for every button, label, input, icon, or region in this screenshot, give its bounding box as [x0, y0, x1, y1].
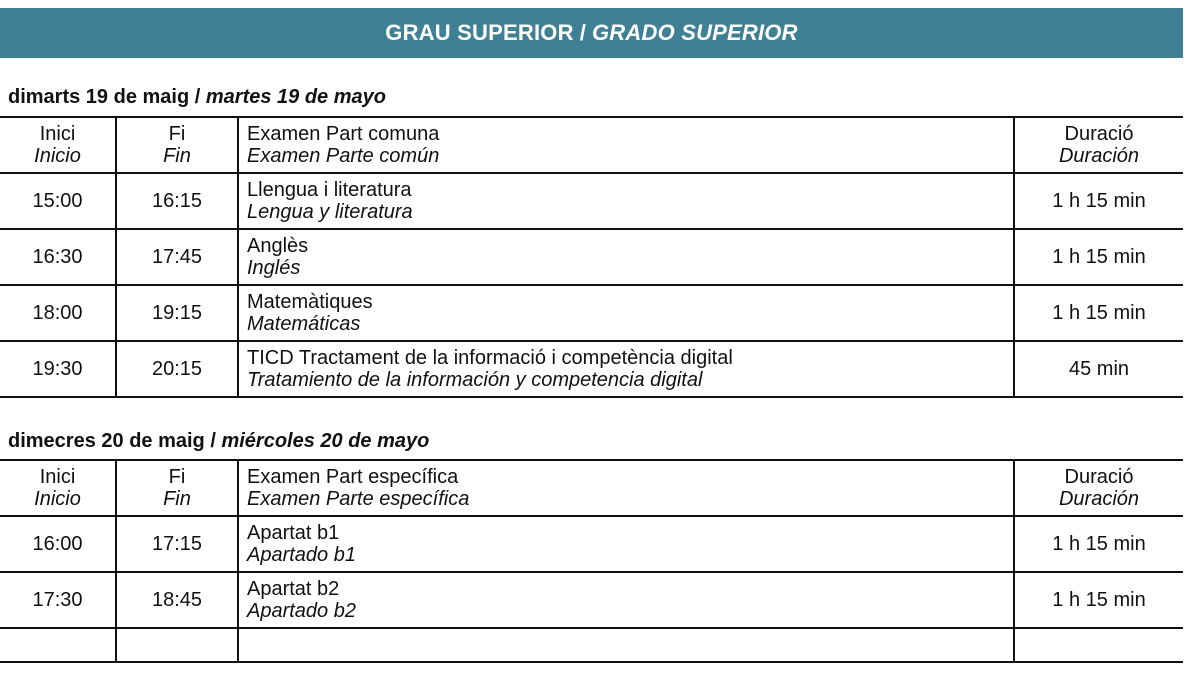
duration: 1 h 15 min	[1014, 572, 1183, 628]
end-time: 19:15	[116, 285, 238, 341]
day2-title	[8, 430, 429, 453]
subject-cell	[238, 341, 1014, 397]
subject-name-es: Apartado b1	[247, 544, 356, 566]
header-exam-label-es: Examen Parte específica	[247, 488, 470, 510]
day1-title-sep: /	[194, 86, 201, 108]
header-end	[116, 117, 238, 173]
header-start	[0, 460, 116, 516]
table-row	[0, 285, 1183, 341]
header-start-label-es: Inicio	[34, 145, 81, 167]
header-duration-label: Duració	[1064, 466, 1134, 488]
empty-cell	[1014, 628, 1183, 662]
table-row	[0, 229, 1183, 285]
duration: 1 h 15 min	[1014, 229, 1183, 285]
subject-name: Llengua i literatura	[247, 179, 412, 201]
subject-name: Apartat b2	[247, 578, 340, 600]
subject-name-es: Inglés	[247, 257, 301, 279]
day2-schedule-table	[0, 459, 1183, 663]
duration: 45 min	[1014, 341, 1183, 397]
header-exam-label-es: Examen Parte común	[247, 145, 440, 167]
header-exam-label: Examen Part comuna	[247, 123, 440, 145]
header-exam-label: Examen Part específica	[247, 466, 459, 488]
end-time: 16:15	[116, 173, 238, 229]
start-time: 16:00	[0, 516, 116, 572]
header-duration-label: Duració	[1064, 123, 1134, 145]
subject-name: Anglès	[247, 235, 309, 257]
day1-schedule-table	[0, 116, 1183, 398]
empty-cell	[0, 628, 116, 662]
table-row	[0, 173, 1183, 229]
header-end-label: Fi	[168, 466, 186, 488]
subject-name-es: Tratamiento de la información y competencia digital	[247, 369, 703, 391]
banner-separator: /	[579, 20, 586, 45]
day1-title	[8, 86, 386, 109]
header-exam	[238, 460, 1014, 516]
header-duration-label-es: Duración	[1058, 145, 1140, 167]
subject-name: Apartat b1	[247, 522, 340, 544]
header-end-label-es: Fin	[163, 488, 191, 510]
header-start	[0, 117, 116, 173]
header-duration	[1014, 460, 1183, 516]
subject-name: TICD Tractament de la informació i competència digital	[247, 347, 733, 369]
start-time: 17:30	[0, 572, 116, 628]
subject-name-es: Lengua y literatura	[247, 201, 413, 223]
table-header-row	[0, 117, 1183, 173]
start-time: 15:00	[0, 173, 116, 229]
subject-name-es: Matemáticas	[247, 313, 361, 335]
day1-title-ca: dimarts 19 de maig	[8, 86, 190, 108]
end-time: 17:45	[116, 229, 238, 285]
header-exam	[238, 117, 1014, 173]
subject-name-es: Apartado b2	[247, 600, 356, 622]
end-time: 18:45	[116, 572, 238, 628]
duration: 1 h 15 min	[1014, 285, 1183, 341]
header-start-label: Inici	[39, 466, 76, 488]
level-banner	[0, 8, 1183, 58]
empty-table-row	[0, 628, 1183, 662]
subject-cell	[238, 516, 1014, 572]
start-time: 18:00	[0, 285, 116, 341]
day2-title-es: miércoles 20 de mayo	[221, 430, 430, 452]
end-time: 20:15	[116, 341, 238, 397]
day2-title-ca: dimecres 20 de maig	[8, 430, 205, 452]
subject-cell	[238, 572, 1014, 628]
duration: 1 h 15 min	[1014, 516, 1183, 572]
day1-title-es: martes 19 de mayo	[205, 86, 386, 108]
duration: 1 h 15 min	[1014, 173, 1183, 229]
table-row	[0, 341, 1183, 397]
table-row	[0, 572, 1183, 628]
subject-name: Matemàtiques	[247, 291, 373, 313]
header-end-label: Fi	[168, 123, 186, 145]
header-start-label: Inici	[39, 123, 76, 145]
header-end	[116, 460, 238, 516]
end-time: 17:15	[116, 516, 238, 572]
banner-title: GRAU SUPERIOR	[385, 20, 574, 45]
subject-cell	[238, 173, 1014, 229]
table-header-row	[0, 460, 1183, 516]
empty-cell	[116, 628, 238, 662]
header-start-label-es: Inicio	[34, 488, 81, 510]
start-time: 16:30	[0, 229, 116, 285]
day2-title-sep: /	[210, 430, 216, 452]
header-duration-label-es: Duración	[1058, 488, 1140, 510]
start-time: 19:30	[0, 341, 116, 397]
subject-cell	[238, 285, 1014, 341]
header-end-label-es: Fin	[163, 145, 191, 167]
empty-cell	[238, 628, 1014, 662]
header-duration	[1014, 117, 1183, 173]
subject-cell	[238, 229, 1014, 285]
table-row	[0, 516, 1183, 572]
banner-title-es: GRADO SUPERIOR	[592, 20, 798, 45]
